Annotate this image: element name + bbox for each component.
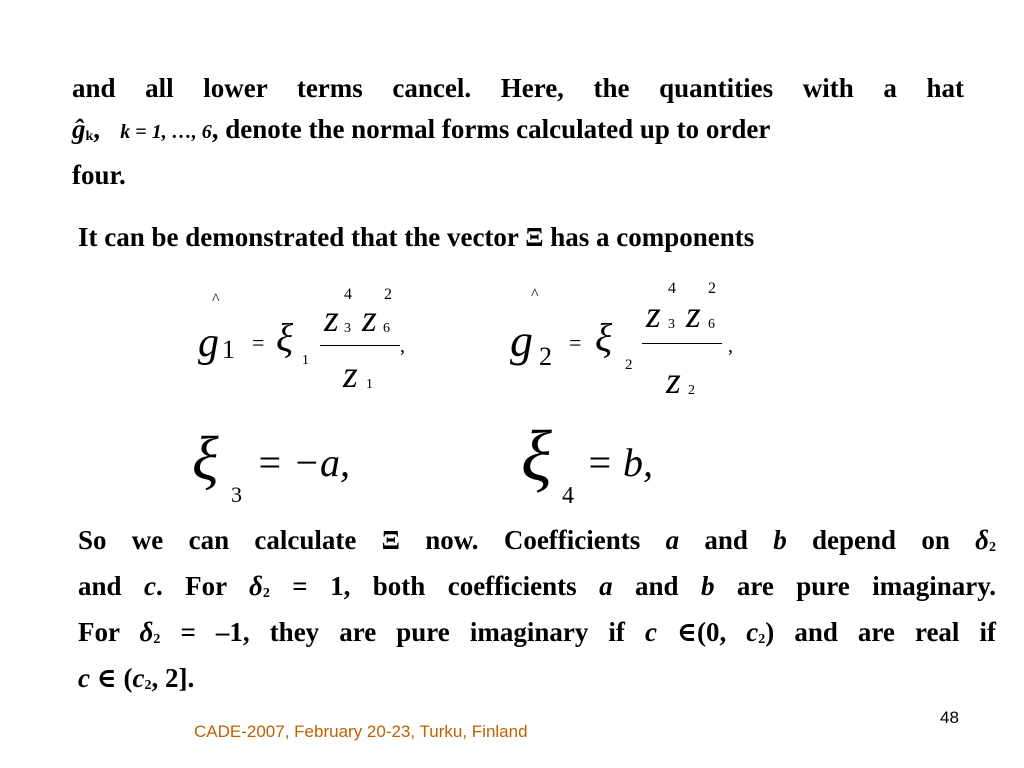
eq4-sub: 4 bbox=[562, 483, 574, 509]
eq2-z6: z bbox=[686, 294, 701, 336]
delta-subscript: 2 bbox=[262, 586, 270, 601]
ghat-subscript: k bbox=[85, 129, 94, 144]
element-of-symbol: ∈ bbox=[656, 617, 697, 647]
coef-line-1-b: now. Coefficients bbox=[399, 525, 666, 555]
var-b: b bbox=[773, 525, 787, 555]
delta-symbol: δ bbox=[139, 617, 154, 647]
eq4-xi: ξ bbox=[521, 416, 552, 496]
coef-line-3-d: (0, bbox=[696, 617, 747, 647]
element-of-symbol: ∈ ( bbox=[89, 663, 133, 693]
eq2-pow1: 4 bbox=[668, 280, 676, 297]
paragraph-vector bbox=[78, 217, 978, 258]
coef-line-3 bbox=[78, 612, 996, 658]
c2-subscript: 2 bbox=[758, 632, 766, 647]
eq1-fraction-bar bbox=[320, 345, 400, 346]
var-c: c bbox=[78, 663, 90, 693]
eq2-pow2: 2 bbox=[708, 280, 716, 297]
eq1-pow1: 4 bbox=[344, 286, 352, 303]
coef-line-3-b: = –1, they are pure imaginary if bbox=[160, 617, 645, 647]
eq2-xi: ξ bbox=[595, 315, 613, 360]
eq2-den-z: z bbox=[666, 360, 681, 402]
intro-line-2 bbox=[72, 109, 964, 155]
eq1-g: g bbox=[198, 320, 219, 366]
vector-text-before: It can be demonstrated that the vector bbox=[78, 222, 526, 252]
page-number: 48 bbox=[940, 708, 959, 727]
eq2-fraction-bar bbox=[642, 343, 722, 344]
delta-symbol: δ bbox=[249, 571, 263, 601]
eq1-pow2: 2 bbox=[384, 286, 392, 303]
delta-subscript: 2 bbox=[153, 632, 161, 647]
eq3-xi: ξ bbox=[192, 425, 219, 493]
coef-line-2-a: and bbox=[78, 571, 144, 601]
eq1-z3: z bbox=[324, 298, 339, 340]
eq1-hat: ^ bbox=[212, 291, 220, 308]
eq1-g-sub: 1 bbox=[222, 335, 235, 364]
coef-line-1-d: depend on bbox=[786, 525, 976, 555]
k-range: k = 1, …, 6 bbox=[120, 121, 212, 143]
eq2-z3-sub: 3 bbox=[668, 317, 675, 332]
coef-line-3-a: For bbox=[78, 617, 140, 647]
coef-line-1 bbox=[78, 520, 996, 566]
coef-line-1-a: So we can calculate bbox=[78, 525, 382, 555]
eq1-den-sub: 1 bbox=[366, 377, 373, 392]
vector-text-after: has a components bbox=[543, 222, 755, 252]
footer-conference: CADE-2007, February 20-23, Turku, Finland bbox=[194, 722, 528, 741]
paragraph-coefficients bbox=[78, 520, 996, 704]
eq1-xi: ξ bbox=[276, 315, 294, 360]
eq2-comma: , bbox=[728, 335, 733, 357]
var-c2: c bbox=[746, 617, 759, 647]
c2-subscript: 2 bbox=[144, 678, 152, 693]
coef-line-1-c: and bbox=[679, 525, 774, 555]
xi-symbol: Ξ bbox=[381, 525, 400, 555]
paragraph-intro bbox=[72, 68, 964, 196]
coef-line-2 bbox=[78, 566, 996, 612]
eq1-equals: = bbox=[252, 330, 265, 355]
delta-symbol: δ bbox=[975, 525, 989, 555]
eq3-sub: 3 bbox=[231, 482, 242, 507]
intro-line-1: and all lower terms cancel. Here, the quantities with a hat bbox=[72, 73, 964, 103]
coef-line-3-e: ) and are real if bbox=[765, 617, 996, 647]
eq1-z6: z bbox=[362, 298, 377, 340]
eq2-hat: ^ bbox=[531, 286, 539, 303]
var-c: c bbox=[143, 571, 156, 601]
eq3-rhs: = −a, bbox=[256, 440, 350, 485]
eq2-z6-sub: 6 bbox=[708, 317, 715, 332]
var-b: b bbox=[700, 571, 715, 601]
ghat-comma: , bbox=[93, 114, 101, 144]
eq1-comma: , bbox=[400, 335, 405, 357]
coef-line-2-c: = 1, both coefficients bbox=[269, 571, 600, 601]
eq2-equals: = bbox=[569, 330, 582, 355]
delta-subscript: 2 bbox=[988, 540, 996, 555]
var-a: a bbox=[599, 571, 613, 601]
coef-line-2-and: and bbox=[612, 571, 701, 601]
eq4-rhs: = b, bbox=[586, 440, 653, 485]
eq1-z6-sub: 6 bbox=[383, 321, 390, 336]
coef-line-4-end: , 2]. bbox=[151, 663, 195, 693]
eq1-xi-sub: 1 bbox=[302, 353, 309, 368]
intro-line-3: four. bbox=[72, 160, 126, 190]
xi-vector-symbol: Ξ bbox=[525, 222, 544, 252]
var-c2: c bbox=[132, 663, 145, 693]
intro-line-2-rest: , denote the normal forms calculated up to order bbox=[211, 114, 771, 144]
eq1-z3-sub: 3 bbox=[344, 321, 351, 336]
eq2-g-sub: 2 bbox=[539, 342, 552, 371]
var-c: c bbox=[644, 617, 657, 647]
var-a: a bbox=[665, 525, 680, 555]
eq2-den-sub: 2 bbox=[688, 383, 695, 398]
coef-line-4 bbox=[78, 658, 996, 704]
eq2-g: g bbox=[510, 315, 533, 366]
coef-line-2-end: are pure imaginary. bbox=[714, 571, 996, 601]
coef-line-2-b: . For bbox=[155, 571, 250, 601]
eq2-xi-sub: 2 bbox=[625, 357, 633, 373]
eq2-z3: z bbox=[646, 294, 661, 336]
ghat-symbol: ĝ bbox=[72, 114, 86, 144]
eq1-den-z: z bbox=[343, 354, 358, 396]
